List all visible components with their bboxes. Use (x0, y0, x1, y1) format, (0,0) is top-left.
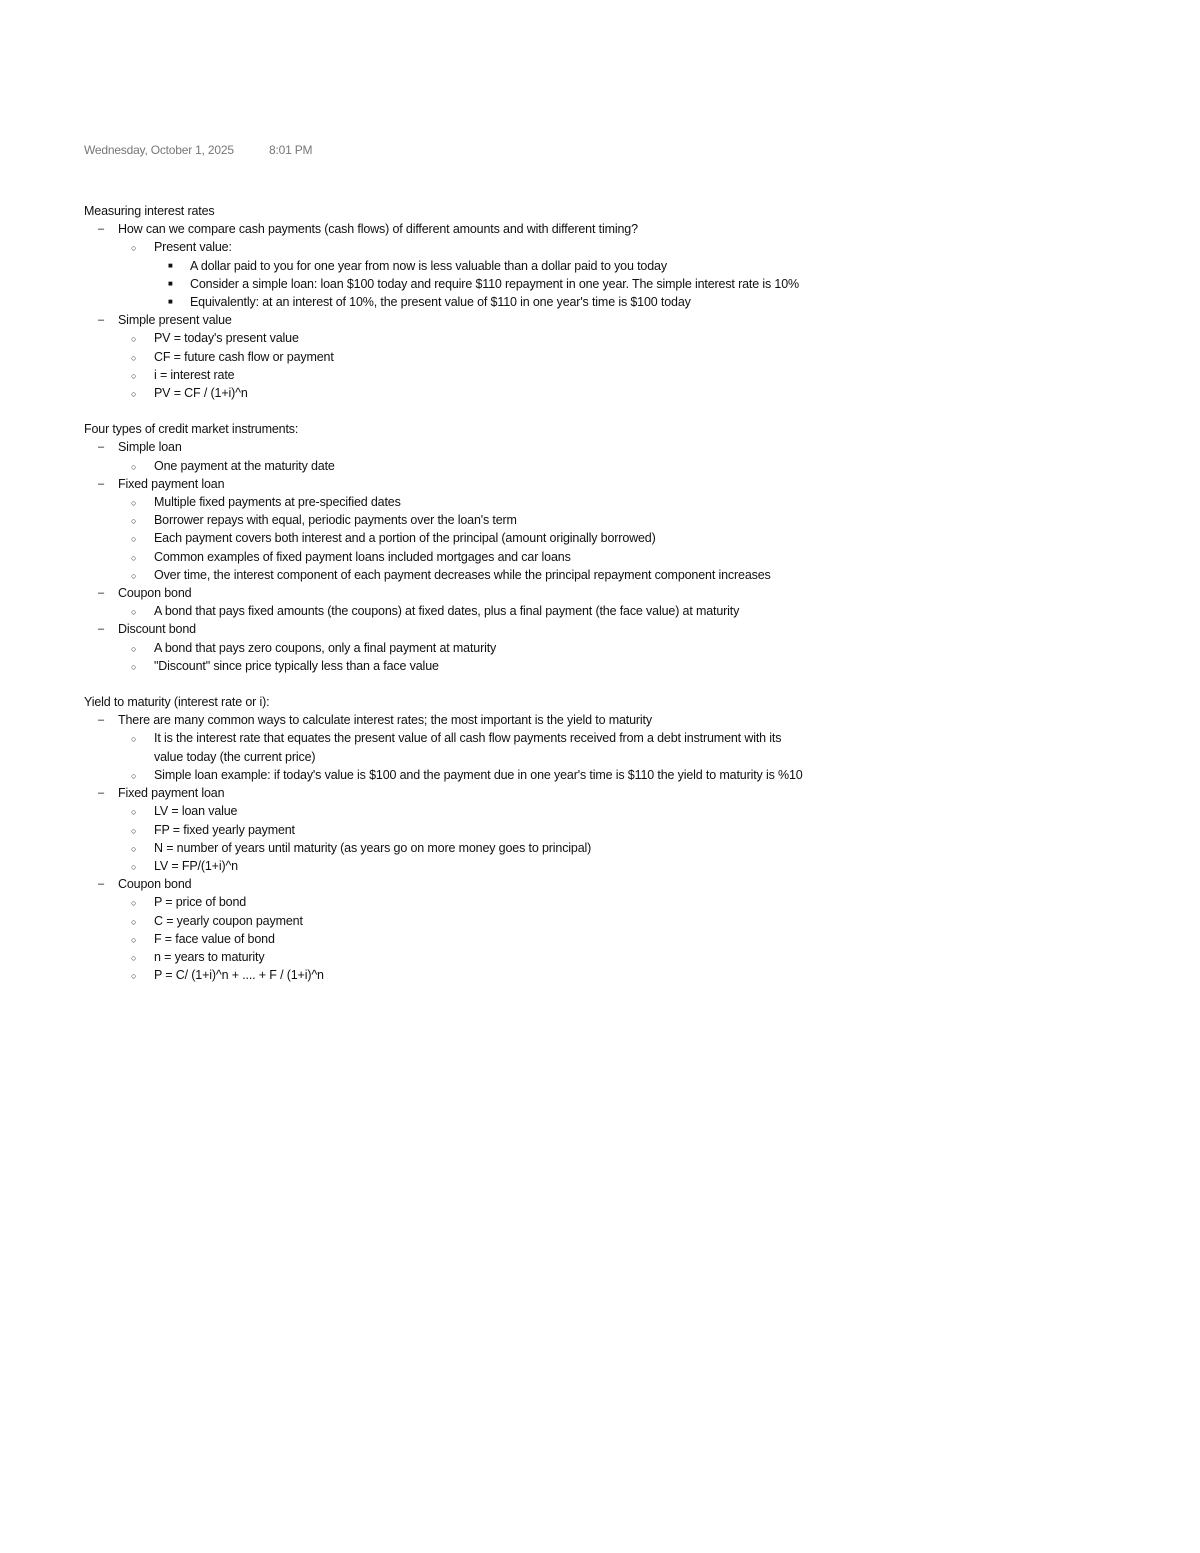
list-item-text: Common examples of fixed payment loans included mortgages and car loans (154, 549, 571, 564)
list-item-text: Over time, the interest component of each payment decreases while the principal repayment component increases (154, 567, 771, 582)
list-item-text: CF = future cash flow or payment (154, 349, 334, 364)
bullet-list-level-2 (118, 602, 804, 620)
list-item (118, 457, 804, 475)
list-item (84, 711, 804, 784)
bullet-list-level-2 (118, 457, 804, 475)
list-item-text: Discount bond (118, 622, 196, 637)
circle-bullet-icon (131, 549, 136, 567)
bullet-list-level-1 (84, 438, 804, 675)
note-section (84, 420, 804, 675)
circle-bullet-icon (131, 858, 136, 876)
circle-bullet-icon (131, 349, 136, 367)
note-body (84, 202, 804, 984)
list-item (118, 948, 804, 966)
circle-bullet-icon (131, 385, 136, 403)
list-item-text: Each payment covers both interest and a portion of the principal (amount originally borrowed) (154, 531, 656, 546)
bullet-list-level-1 (84, 220, 804, 402)
bullet-list-level-2 (118, 802, 804, 875)
list-item (118, 857, 804, 875)
note-section (84, 202, 804, 402)
list-item (118, 366, 804, 384)
circle-bullet-icon (131, 803, 136, 821)
bullet-list-level-2 (118, 493, 804, 584)
list-item-text: Borrower repays with equal, periodic payments over the loan's term (154, 513, 517, 528)
list-item (118, 639, 804, 657)
circle-bullet-icon (131, 530, 136, 548)
dash-bullet-icon (98, 311, 104, 329)
circle-bullet-icon (131, 239, 136, 257)
circle-bullet-icon (131, 931, 136, 949)
bullet-list-level-2 (118, 238, 804, 311)
list-item (84, 438, 804, 474)
list-item (118, 493, 804, 511)
list-item (118, 729, 804, 765)
square-bullet-icon (168, 275, 173, 293)
list-item (118, 548, 804, 566)
circle-bullet-icon (131, 913, 136, 931)
list-item (118, 966, 804, 984)
circle-bullet-icon (131, 730, 136, 748)
list-item-text: Multiple fixed payments at pre-specified dates (154, 495, 401, 510)
list-item-text: It is the interest rate that equates the present value of all cash flow payments received from a debt instrument with its value today (the current price) (154, 731, 782, 764)
list-item (118, 329, 804, 347)
list-item-text: PV = CF / (1+i)^n (154, 386, 248, 401)
list-item (118, 802, 804, 820)
list-item (84, 584, 804, 620)
list-item-text: i = interest rate (154, 367, 235, 382)
bullet-list-level-2 (118, 639, 804, 675)
list-item-text: A bond that pays fixed amounts (the coupons) at fixed dates, plus a final payment (the face value) at maturity (154, 604, 740, 619)
circle-bullet-icon (131, 367, 136, 385)
list-item (118, 384, 804, 402)
list-item (84, 875, 804, 984)
note-time: 8:01 PM (269, 143, 313, 157)
list-item-text: P = C/ (1+i)^n + .... + F / (1+i)^n (154, 968, 324, 983)
bullet-list-level-2 (118, 329, 804, 402)
section-heading: Four types of credit market instruments: (84, 422, 299, 437)
list-item-text: Simple loan (118, 440, 182, 455)
list-item-text: Present value: (154, 240, 232, 255)
dash-bullet-icon (98, 784, 104, 802)
circle-bullet-icon (131, 640, 136, 658)
dash-bullet-icon (98, 584, 104, 602)
list-item (118, 566, 804, 584)
list-item-text: F = face value of bond (154, 931, 275, 946)
list-item (118, 238, 804, 311)
list-item (84, 620, 804, 675)
circle-bullet-icon (131, 840, 136, 858)
list-item (154, 275, 804, 293)
circle-bullet-icon (131, 949, 136, 967)
list-item-text: Fixed payment loan (118, 476, 225, 491)
bullet-list-level-2 (118, 893, 804, 984)
list-item-text: Equivalently: at an interest of 10%, the present value of $110 in one year's time is $100 today (190, 295, 691, 310)
list-item-text: P = price of bond (154, 895, 247, 910)
list-item (118, 348, 804, 366)
note-timestamp (84, 143, 313, 157)
list-item (154, 293, 804, 311)
circle-bullet-icon (131, 512, 136, 530)
list-item-text: Consider a simple loan: loan $100 today and require $110 repayment in one year. The simple interest rate is 10% (190, 276, 799, 291)
list-item-text: N = number of years until maturity (as years go on more money goes to principal) (154, 840, 592, 855)
dash-bullet-icon (98, 620, 104, 638)
section-heading: Yield to maturity (interest rate or i): (84, 695, 270, 710)
bullet-list-level-3 (154, 257, 804, 312)
dash-bullet-icon (98, 220, 104, 238)
list-item-text: Simple present value (118, 313, 232, 328)
circle-bullet-icon (131, 967, 136, 985)
list-item-text: How can we compare cash payments (cash flows) of different amounts and with different timing? (118, 222, 638, 237)
dash-bullet-icon (98, 438, 104, 456)
circle-bullet-icon (131, 603, 136, 621)
list-item-text: Coupon bond (118, 586, 192, 601)
list-item (84, 311, 804, 402)
list-item-text: LV = FP/(1+i)^n (154, 858, 238, 873)
circle-bullet-icon (131, 658, 136, 676)
list-item (118, 511, 804, 529)
list-item-text: There are many common ways to calculate interest rates; the most important is the yield to maturity (118, 713, 652, 728)
circle-bullet-icon (131, 494, 136, 512)
circle-bullet-icon (131, 894, 136, 912)
bullet-list-level-1 (84, 711, 804, 984)
list-item (84, 220, 804, 311)
list-item-text: PV = today's present value (154, 331, 299, 346)
square-bullet-icon (168, 257, 173, 275)
circle-bullet-icon (131, 567, 136, 585)
circle-bullet-icon (131, 330, 136, 348)
list-item-text: n = years to maturity (154, 949, 265, 964)
section-heading: Measuring interest rates (84, 204, 215, 218)
list-item-text: LV = loan value (154, 804, 238, 819)
list-item (118, 839, 804, 857)
list-item-text: Coupon bond (118, 877, 192, 892)
circle-bullet-icon (131, 822, 136, 840)
list-item-text: FP = fixed yearly payment (154, 822, 295, 837)
list-item-text: A bond that pays zero coupons, only a final payment at maturity (154, 640, 497, 655)
list-item-text: C = yearly coupon payment (154, 913, 303, 928)
list-item-text: One payment at the maturity date (154, 458, 335, 473)
list-item (118, 893, 804, 911)
list-item (118, 657, 804, 675)
list-item (154, 257, 804, 275)
list-item-text: Simple loan example: if today's value is $100 and the payment due in one year's time is $110 the yield to maturity is %10 (154, 767, 803, 782)
dash-bullet-icon (98, 875, 104, 893)
list-item (118, 912, 804, 930)
note-section (84, 693, 804, 984)
list-item-text: A dollar paid to you for one year from now is less valuable than a dollar paid to you today (190, 258, 667, 273)
note-date: Wednesday, October 1, 2025 (84, 143, 234, 157)
list-item (118, 930, 804, 948)
circle-bullet-icon (131, 767, 136, 785)
list-item (84, 475, 804, 584)
list-item (84, 784, 804, 875)
list-item (118, 529, 804, 547)
list-item (118, 821, 804, 839)
list-item (118, 602, 804, 620)
list-item (118, 766, 804, 784)
dash-bullet-icon (98, 475, 104, 493)
circle-bullet-icon (131, 458, 136, 476)
list-item-text: "Discount" since price typically less than a face value (154, 658, 439, 673)
list-item-text: Fixed payment loan (118, 786, 225, 801)
square-bullet-icon (168, 293, 173, 311)
bullet-list-level-2 (118, 729, 804, 784)
dash-bullet-icon (98, 711, 104, 729)
